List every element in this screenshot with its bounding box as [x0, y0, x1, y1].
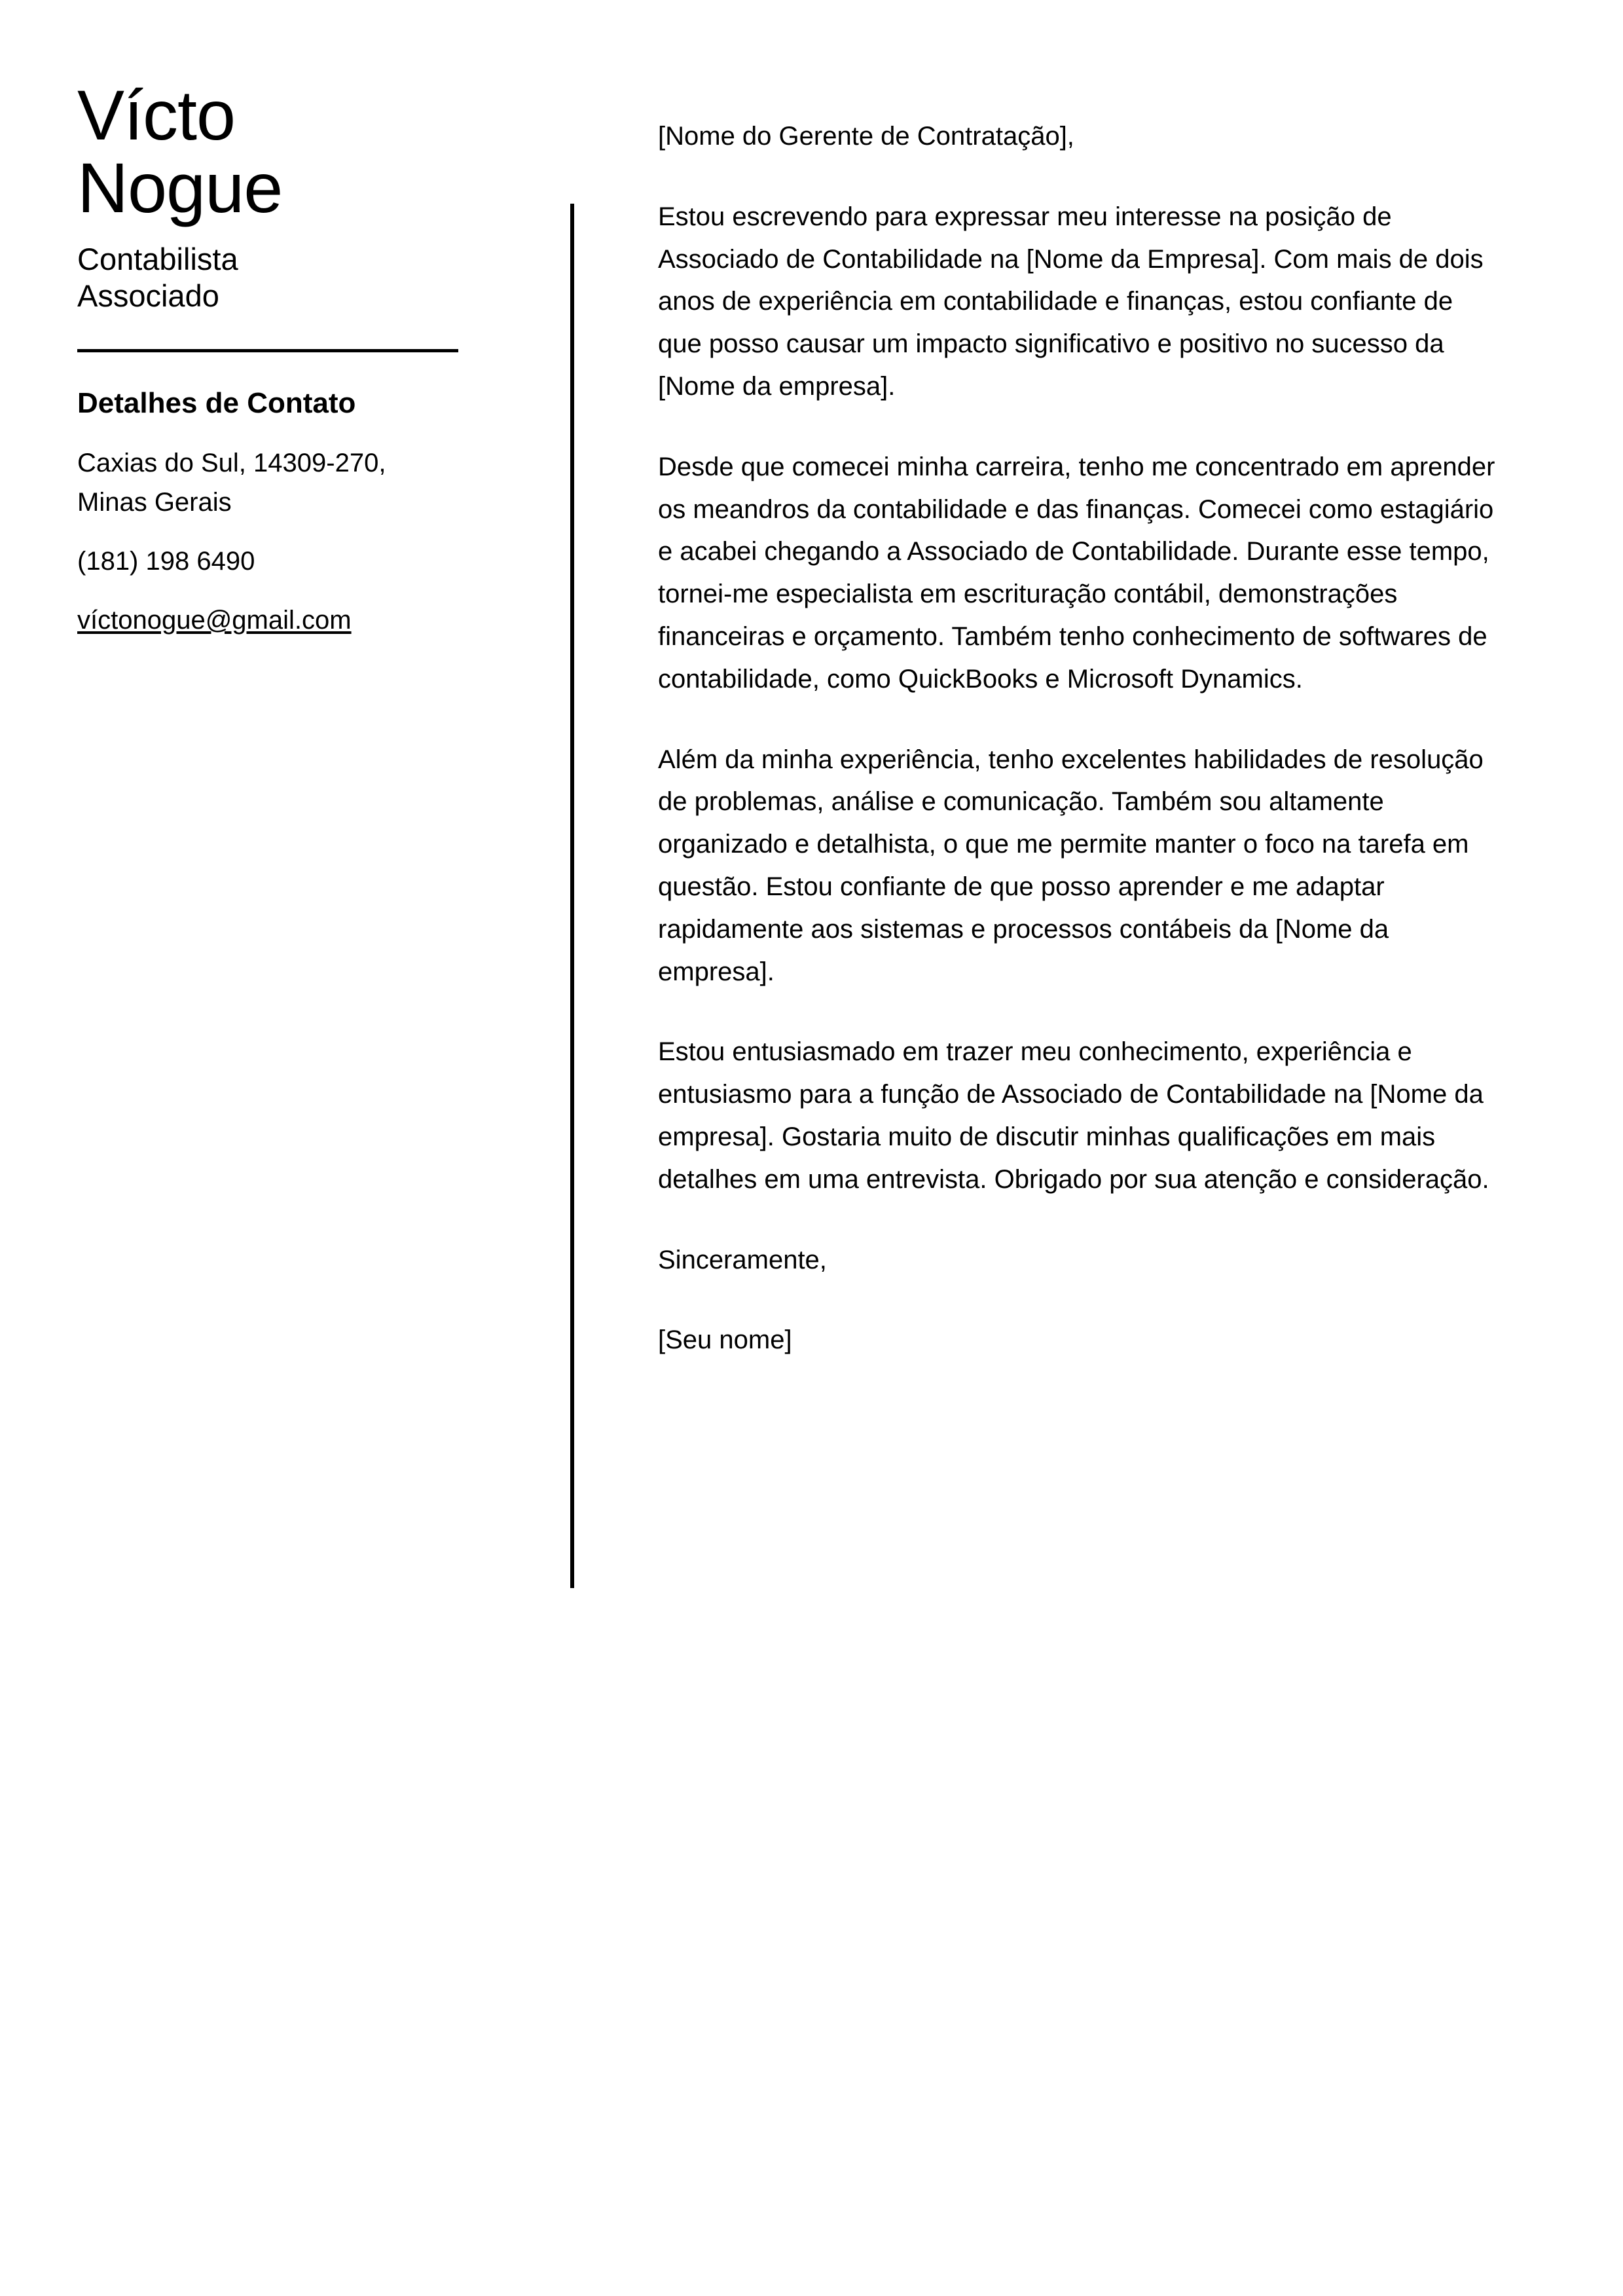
contact-details-heading: Detalhes de Contato [77, 387, 356, 420]
candidate-name [77, 75, 483, 228]
candidate-name-line-2: Nogue [77, 148, 283, 228]
contact-address [77, 443, 483, 522]
letter-salutation: [Nome do Gerente de Contratação], [658, 122, 1074, 151]
contact-email-item [77, 601, 483, 640]
contact-phone: (181) 198 6490 [77, 547, 255, 576]
letter-body [658, 115, 1503, 1361]
letter-paragraph: Estou escrevendo para expressar meu interesse na posição de Associado de Contabilidade na [Nome da Empresa]. Com mais de dois anos de experiência em contabilidade e finanças, estou confiante de que posso causar um impacto significativo e positivo no sucesso da [Nome da empresa]. [658, 202, 1484, 401]
contact-email-link[interactable]: víctonogue@gmail.com [77, 606, 352, 635]
letter-paragraph: Estou entusiasmado em trazer meu conhecimento, experiência e entusiasmo para a função de Associado de Contabilidade na [Nome da empresa]. Gostaria muito de discutir minhas qualificações em mais detalhes em uma entrevista. Obrigado por sua atenção e consideração. [658, 1037, 1489, 1194]
vertical-divider [570, 204, 574, 1588]
letter-signature: [Seu nome] [658, 1325, 792, 1355]
candidate-name-line-1: Vícto [77, 75, 236, 155]
contact-details-list [77, 443, 483, 640]
letter-paragraph: Além da minha experiência, tenho excelentes habilidades de resolução de problemas, análise e comunicação. Também sou altamente organizado e detalhista, o que me permite manter o foco na tarefa em questão. Estou confiante de que posso aprender e me adaptar rapidamente aos sistemas e processos contábeis da [Nome da empresa]. [658, 745, 1484, 986]
candidate-job-title [77, 241, 392, 314]
contact-address-line-1: Caxias do Sul, 14309-270, [77, 449, 386, 478]
sidebar-divider-rule [77, 349, 458, 352]
job-title-line-2: Associado [77, 278, 219, 313]
letter-closing: Sinceramente, [658, 1245, 827, 1274]
sidebar [77, 75, 483, 640]
letter-paragraph: Desde que comecei minha carreira, tenho me concentrado em aprender os meandros da contabilidade e das finanças. Comecei como estagiário e acabei chegando a Associado de Contabilidade. Durante esse tempo, tornei-me especialista em escrituração contábil, demonstrações financeiras e orçamento. Também tenho conhecimento de softwares de contabilidade, como QuickBooks e Microsoft Dynamics. [658, 452, 1495, 694]
contact-address-line-2: Minas Gerais [77, 488, 232, 517]
job-title-line-1: Contabilista [77, 242, 238, 277]
